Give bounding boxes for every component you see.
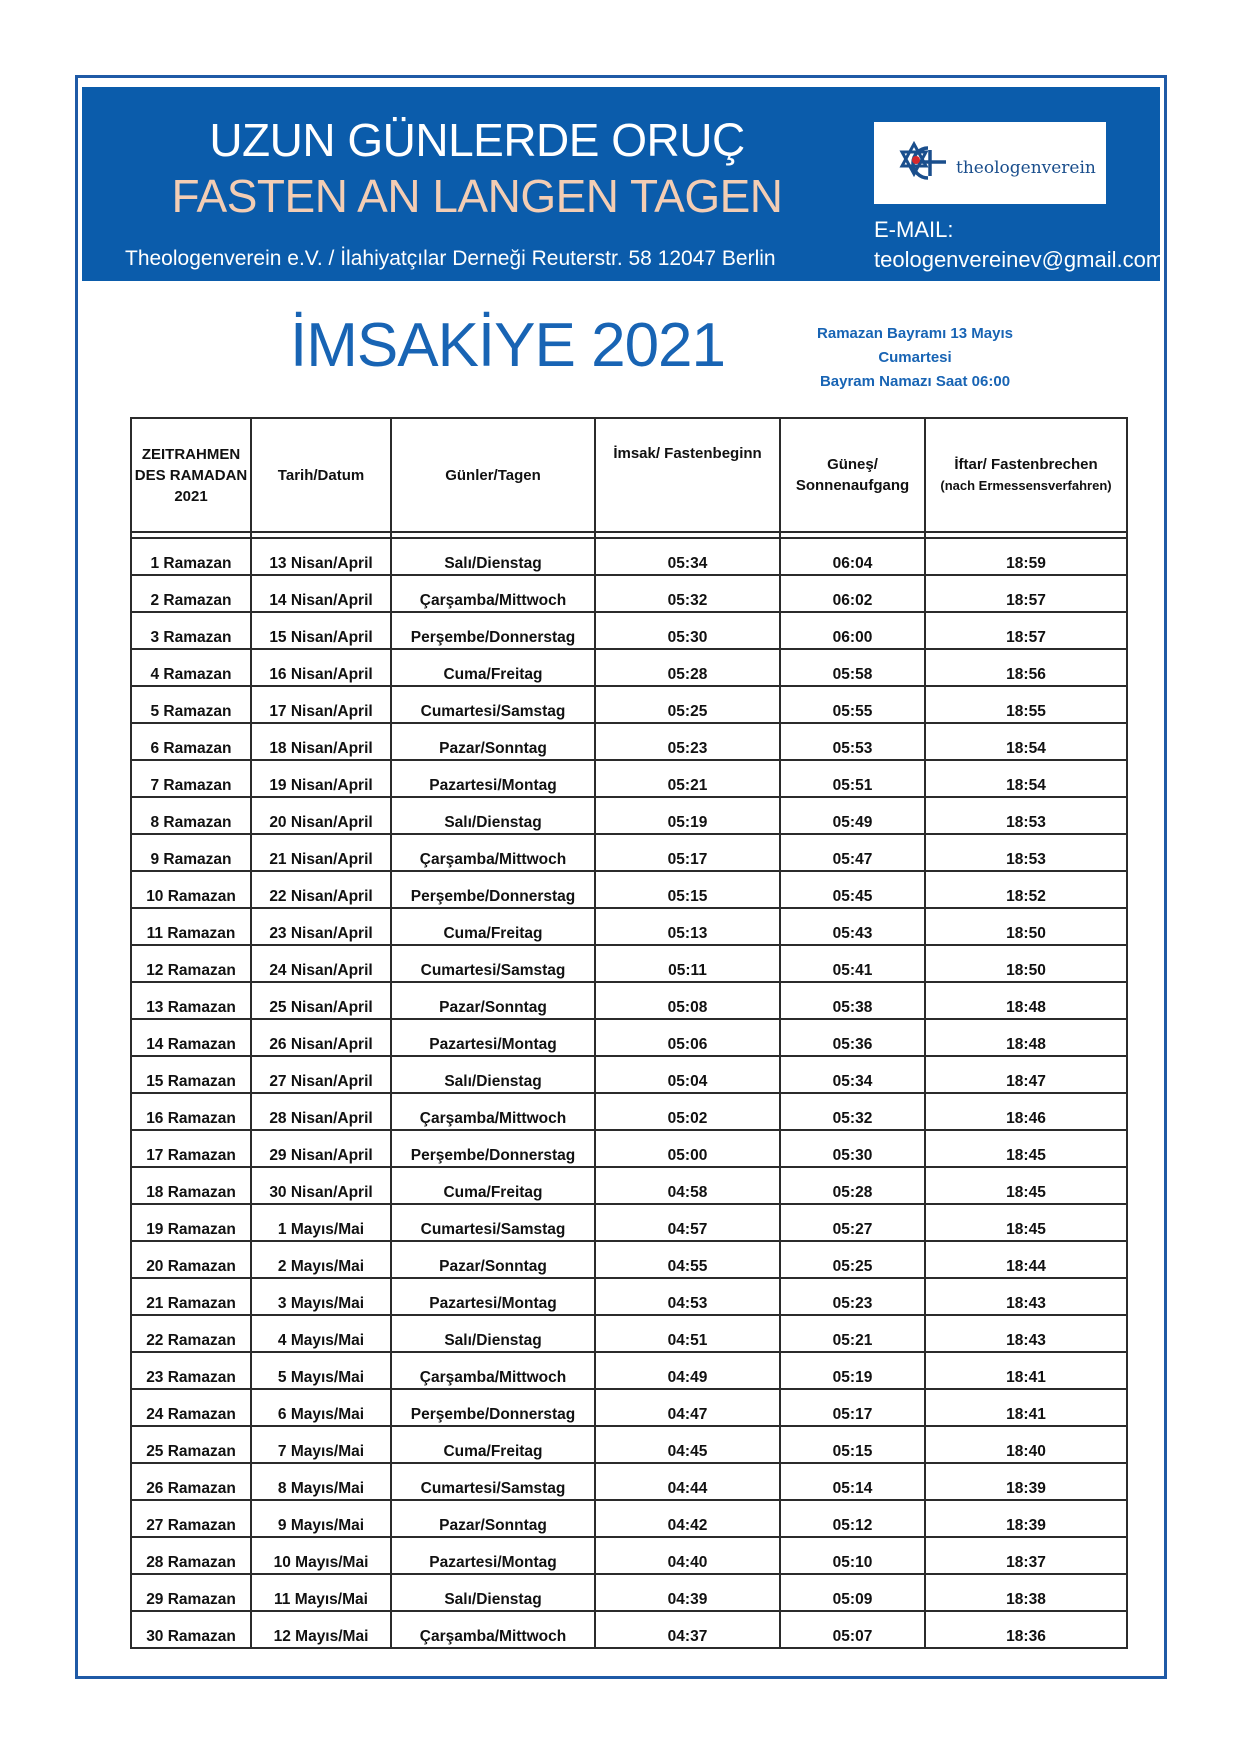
cell-date: 30 Nisan/April [251,1167,391,1204]
cell-imsak: 04:44 [595,1463,780,1500]
cell-date: 25 Nisan/April [251,982,391,1019]
cell-iftar: 18:45 [925,1167,1127,1204]
cell-sunrise: 05:10 [780,1537,925,1574]
table-row [131,1352,1127,1389]
cell-date: 22 Nisan/April [251,871,391,908]
cell-sunrise: 05:49 [780,797,925,834]
cell-date: 9 Mayıs/Mai [251,1500,391,1537]
column-header-weekday: Günler/Tagen [391,418,595,532]
cell-iftar: 18:59 [925,538,1127,575]
cell-imsak: 05:25 [595,686,780,723]
cell-weekday: Pazartesi/Montag [391,1019,595,1056]
header-line: Güneş/ [827,456,878,473]
cell-imsak: 05:17 [595,834,780,871]
cell-ramadan-day: 22 Ramazan [131,1315,251,1352]
cell-ramadan-day: 29 Ramazan [131,1574,251,1611]
cell-ramadan-day: 8 Ramazan [131,797,251,834]
table-row [131,1537,1127,1574]
cell-iftar: 18:39 [925,1463,1127,1500]
cell-date: 16 Nisan/April [251,649,391,686]
column-header-imsak: İmsak/ Fastenbeginn [595,418,780,532]
title-german: FASTEN AN LANGEN TAGEN [171,170,783,222]
cell-sunrise: 05:47 [780,834,925,871]
cell-iftar: 18:45 [925,1130,1127,1167]
cell-sunrise: 05:30 [780,1130,925,1167]
cell-ramadan-day: 9 Ramazan [131,834,251,871]
cell-weekday: Cuma/Freitag [391,1426,595,1463]
cell-iftar: 18:45 [925,1204,1127,1241]
cell-weekday: Cuma/Freitag [391,908,595,945]
cell-weekday: Pazartesi/Montag [391,1278,595,1315]
table-body [131,538,1127,1648]
column-header-iftar [925,418,1127,532]
table-row [131,797,1127,834]
cell-sunrise: 05:21 [780,1315,925,1352]
column-header-date: Tarih/Datum [251,418,391,532]
cell-iftar: 18:43 [925,1315,1127,1352]
cell-ramadan-day: 10 Ramazan [131,871,251,908]
cell-iftar: 18:57 [925,612,1127,649]
table-row [131,1500,1127,1537]
cell-weekday: Salı/Dienstag [391,1315,595,1352]
logo [874,122,1106,204]
cell-imsak: 05:28 [595,649,780,686]
cell-sunrise: 05:28 [780,1167,925,1204]
cell-imsak: 05:13 [595,908,780,945]
cell-imsak: 05:08 [595,982,780,1019]
cell-iftar: 18:50 [925,908,1127,945]
cell-date: 8 Mayıs/Mai [251,1463,391,1500]
title-turkish: UZUN GÜNLERDE ORUÇ [209,114,745,166]
column-header-sunrise [780,418,925,532]
cell-weekday: Cuma/Freitag [391,649,595,686]
cell-sunrise: 05:36 [780,1019,925,1056]
header-line: Sonnenaufgang [795,477,910,494]
table-row [131,1315,1127,1352]
cell-ramadan-day: 12 Ramazan [131,945,251,982]
cell-sunrise: 05:45 [780,871,925,908]
table-row [131,1389,1127,1426]
cell-sunrise: 06:00 [780,612,925,649]
table-row [131,1611,1127,1648]
cell-date: 3 Mayıs/Mai [251,1278,391,1315]
cell-imsak: 04:39 [595,1574,780,1611]
cell-imsak: 05:30 [595,612,780,649]
cell-weekday: Salı/Dienstag [391,1056,595,1093]
cell-date: 15 Nisan/April [251,612,391,649]
cell-ramadan-day: 19 Ramazan [131,1204,251,1241]
cell-imsak: 04:47 [595,1389,780,1426]
cell-ramadan-day: 1 Ramazan [131,538,251,575]
cell-imsak: 05:06 [595,1019,780,1056]
cell-date: 20 Nisan/April [251,797,391,834]
cell-imsak: 04:40 [595,1537,780,1574]
cell-iftar: 18:48 [925,1019,1127,1056]
cell-iftar: 18:48 [925,982,1127,1019]
table-row [131,723,1127,760]
cell-iftar: 18:56 [925,649,1127,686]
cell-weekday: Pazartesi/Montag [391,1537,595,1574]
header-line: DES RAMADAN [134,466,248,484]
cell-date: 13 Nisan/April [251,538,391,575]
cell-iftar: 18:55 [925,686,1127,723]
cell-ramadan-day: 15 Ramazan [131,1056,251,1093]
cell-ramadan-day: 25 Ramazan [131,1426,251,1463]
cell-iftar: 18:46 [925,1093,1127,1130]
cell-sunrise: 05:38 [780,982,925,1019]
table-row [131,1167,1127,1204]
table-row [131,1463,1127,1500]
column-header-ramadan-day [131,418,251,532]
email-address[interactable]: teologenvereinev@gmail.com [874,247,1165,272]
cell-sunrise: 05:14 [780,1463,925,1500]
table-row [131,538,1127,575]
cell-weekday: Cuma/Freitag [391,1167,595,1204]
cell-date: 24 Nisan/April [251,945,391,982]
cell-weekday: Cumartesi/Samstag [391,945,595,982]
table-row [131,871,1127,908]
table-row [131,1278,1127,1315]
cell-date: 2 Mayıs/Mai [251,1241,391,1278]
cell-iftar: 18:50 [925,945,1127,982]
cell-date: 11 Mayıs/Mai [251,1574,391,1611]
header-line: ZEITRAHMEN [141,445,241,463]
cell-ramadan-day: 3 Ramazan [131,612,251,649]
table-row [131,834,1127,871]
table-row [131,686,1127,723]
cell-iftar: 18:53 [925,834,1127,871]
cell-sunrise: 06:02 [780,575,925,612]
cell-sunrise: 05:07 [780,1611,925,1648]
cell-ramadan-day: 21 Ramazan [131,1278,251,1315]
table-row [131,1241,1127,1278]
cell-ramadan-day: 14 Ramazan [131,1019,251,1056]
cell-imsak: 04:53 [595,1278,780,1315]
email-label: E-MAIL: [874,217,954,242]
cell-weekday: Cumartesi/Samstag [391,1204,595,1241]
header-line: 2021 [174,487,208,505]
table-row [131,575,1127,612]
cell-iftar: 18:52 [925,871,1127,908]
cell-weekday: Çarşamba/Mittwoch [391,1352,595,1389]
cell-date: 12 Mayıs/Mai [251,1611,391,1648]
cell-imsak: 04:51 [595,1315,780,1352]
cell-date: 29 Nisan/April [251,1130,391,1167]
cell-iftar: 18:44 [925,1241,1127,1278]
cell-iftar: 18:43 [925,1278,1127,1315]
cell-weekday: Cumartesi/Samstag [391,686,595,723]
cell-sunrise: 05:12 [780,1500,925,1537]
cell-date: 6 Mayıs/Mai [251,1389,391,1426]
table-row [131,1130,1127,1167]
cell-iftar: 18:38 [925,1574,1127,1611]
cell-sunrise: 05:17 [780,1389,925,1426]
cell-weekday: Pazar/Sonntag [391,1241,595,1278]
cell-weekday: Perşembe/Donnerstag [391,1389,595,1426]
cell-iftar: 18:37 [925,1537,1127,1574]
organization-address: Theologenverein e.V. / İlahiyatçılar Derneği Reuterstr. 58 12047 Berlin [125,247,776,270]
cell-ramadan-day: 7 Ramazan [131,760,251,797]
cell-iftar: 18:41 [925,1389,1127,1426]
cell-imsak: 05:15 [595,871,780,908]
cell-sunrise: 05:43 [780,908,925,945]
cell-ramadan-day: 16 Ramazan [131,1093,251,1130]
table-row [131,1574,1127,1611]
cell-iftar: 18:41 [925,1352,1127,1389]
cell-sunrise: 05:53 [780,723,925,760]
cell-weekday: Pazar/Sonntag [391,1500,595,1537]
cell-ramadan-day: 28 Ramazan [131,1537,251,1574]
cell-imsak: 05:00 [595,1130,780,1167]
cell-ramadan-day: 24 Ramazan [131,1389,251,1426]
cell-imsak: 05:11 [595,945,780,982]
cell-imsak: 04:57 [595,1204,780,1241]
cell-date: 5 Mayıs/Mai [251,1352,391,1389]
cell-weekday: Çarşamba/Mittwoch [391,1611,595,1648]
cell-ramadan-day: 13 Ramazan [131,982,251,1019]
cell-imsak: 05:34 [595,538,780,575]
cell-date: 4 Mayıs/Mai [251,1315,391,1352]
imsakiye-table [130,417,1128,1649]
cell-date: 17 Nisan/April [251,686,391,723]
cell-imsak: 05:19 [595,797,780,834]
table-row [131,1056,1127,1093]
cell-weekday: Perşembe/Donnerstag [391,1130,595,1167]
cell-ramadan-day: 26 Ramazan [131,1463,251,1500]
cell-weekday: Cumartesi/Samstag [391,1463,595,1500]
cell-ramadan-day: 4 Ramazan [131,649,251,686]
cell-iftar: 18:39 [925,1500,1127,1537]
cell-weekday: Çarşamba/Mittwoch [391,575,595,612]
cell-iftar: 18:57 [925,575,1127,612]
table-row [131,1093,1127,1130]
cell-sunrise: 05:25 [780,1241,925,1278]
bayram-notes [800,322,1030,394]
cell-date: 28 Nisan/April [251,1093,391,1130]
cell-ramadan-day: 30 Ramazan [131,1611,251,1648]
cell-iftar: 18:47 [925,1056,1127,1093]
cell-sunrise: 05:58 [780,649,925,686]
cell-sunrise: 05:41 [780,945,925,982]
cell-date: 27 Nisan/April [251,1056,391,1093]
cell-sunrise: 05:19 [780,1352,925,1389]
cell-imsak: 05:32 [595,575,780,612]
cell-ramadan-day: 20 Ramazan [131,1241,251,1278]
cell-ramadan-day: 6 Ramazan [131,723,251,760]
cell-sunrise: 05:09 [780,1574,925,1611]
table-header-row [131,418,1127,532]
cell-date: 14 Nisan/April [251,575,391,612]
cell-ramadan-day: 18 Ramazan [131,1167,251,1204]
table-row [131,1204,1127,1241]
cell-imsak: 04:42 [595,1500,780,1537]
cell-imsak: 04:49 [595,1352,780,1389]
cell-sunrise: 05:23 [780,1278,925,1315]
cell-date: 26 Nisan/April [251,1019,391,1056]
cell-weekday: Salı/Dienstag [391,538,595,575]
cell-sunrise: 05:34 [780,1056,925,1093]
cell-sunrise: 05:55 [780,686,925,723]
cell-imsak: 05:02 [595,1093,780,1130]
cell-imsak: 05:04 [595,1056,780,1093]
cell-date: 10 Mayıs/Mai [251,1537,391,1574]
table-row [131,982,1127,1019]
table-row [131,945,1127,982]
bayram-date-note: Ramazan Bayramı 13 Mayıs Cumartesi [817,325,1013,366]
table-row [131,1426,1127,1463]
cell-ramadan-day: 17 Ramazan [131,1130,251,1167]
cell-iftar: 18:53 [925,797,1127,834]
cell-weekday: Pazar/Sonntag [391,982,595,1019]
cell-weekday: Perşembe/Donnerstag [391,871,595,908]
cell-weekday: Pazartesi/Montag [391,760,595,797]
cell-weekday: Çarşamba/Mittwoch [391,1093,595,1130]
cell-imsak: 04:45 [595,1426,780,1463]
cell-weekday: Pazar/Sonntag [391,723,595,760]
cell-weekday: Perşembe/Donnerstag [391,612,595,649]
cell-ramadan-day: 5 Ramazan [131,686,251,723]
cell-date: 23 Nisan/April [251,908,391,945]
cell-date: 1 Mayıs/Mai [251,1204,391,1241]
cell-iftar: 18:36 [925,1611,1127,1648]
cell-imsak: 04:55 [595,1241,780,1278]
table-row [131,649,1127,686]
table-row [131,760,1127,797]
table-row [131,1019,1127,1056]
cell-weekday: Salı/Dienstag [391,797,595,834]
cell-sunrise: 05:51 [780,760,925,797]
header-banner [82,87,1165,281]
cell-date: 18 Nisan/April [251,723,391,760]
cell-sunrise: 06:04 [780,538,925,575]
cell-date: 7 Mayıs/Mai [251,1426,391,1463]
cell-weekday: Çarşamba/Mittwoch [391,834,595,871]
cell-ramadan-day: 23 Ramazan [131,1352,251,1389]
cell-imsak: 05:21 [595,760,780,797]
cell-iftar: 18:54 [925,760,1127,797]
header-line: İftar/ Fastenbrechen [954,456,1098,473]
table-row [131,612,1127,649]
header-note: (nach Ermessensverfahren) [940,478,1112,493]
cell-iftar: 18:54 [925,723,1127,760]
cell-weekday: Salı/Dienstag [391,1574,595,1611]
cell-iftar: 18:40 [925,1426,1127,1463]
cell-sunrise: 05:15 [780,1426,925,1463]
cell-ramadan-day: 27 Ramazan [131,1500,251,1537]
cell-date: 19 Nisan/April [251,760,391,797]
page-title: İMSAKİYE 2021 [290,311,726,380]
table-row [131,908,1127,945]
cell-imsak: 04:37 [595,1611,780,1648]
cell-sunrise: 05:32 [780,1093,925,1130]
cell-date: 21 Nisan/April [251,834,391,871]
cell-imsak: 05:23 [595,723,780,760]
theologenverein-logo-icon [894,140,952,186]
bayram-prayer-note: Bayram Namazı Saat 06:00 [819,373,1011,390]
cell-imsak: 04:58 [595,1167,780,1204]
cell-ramadan-day: 11 Ramazan [131,908,251,945]
cell-ramadan-day: 2 Ramazan [131,575,251,612]
logo-text: theologenverein [956,158,1096,178]
cell-sunrise: 05:27 [780,1204,925,1241]
